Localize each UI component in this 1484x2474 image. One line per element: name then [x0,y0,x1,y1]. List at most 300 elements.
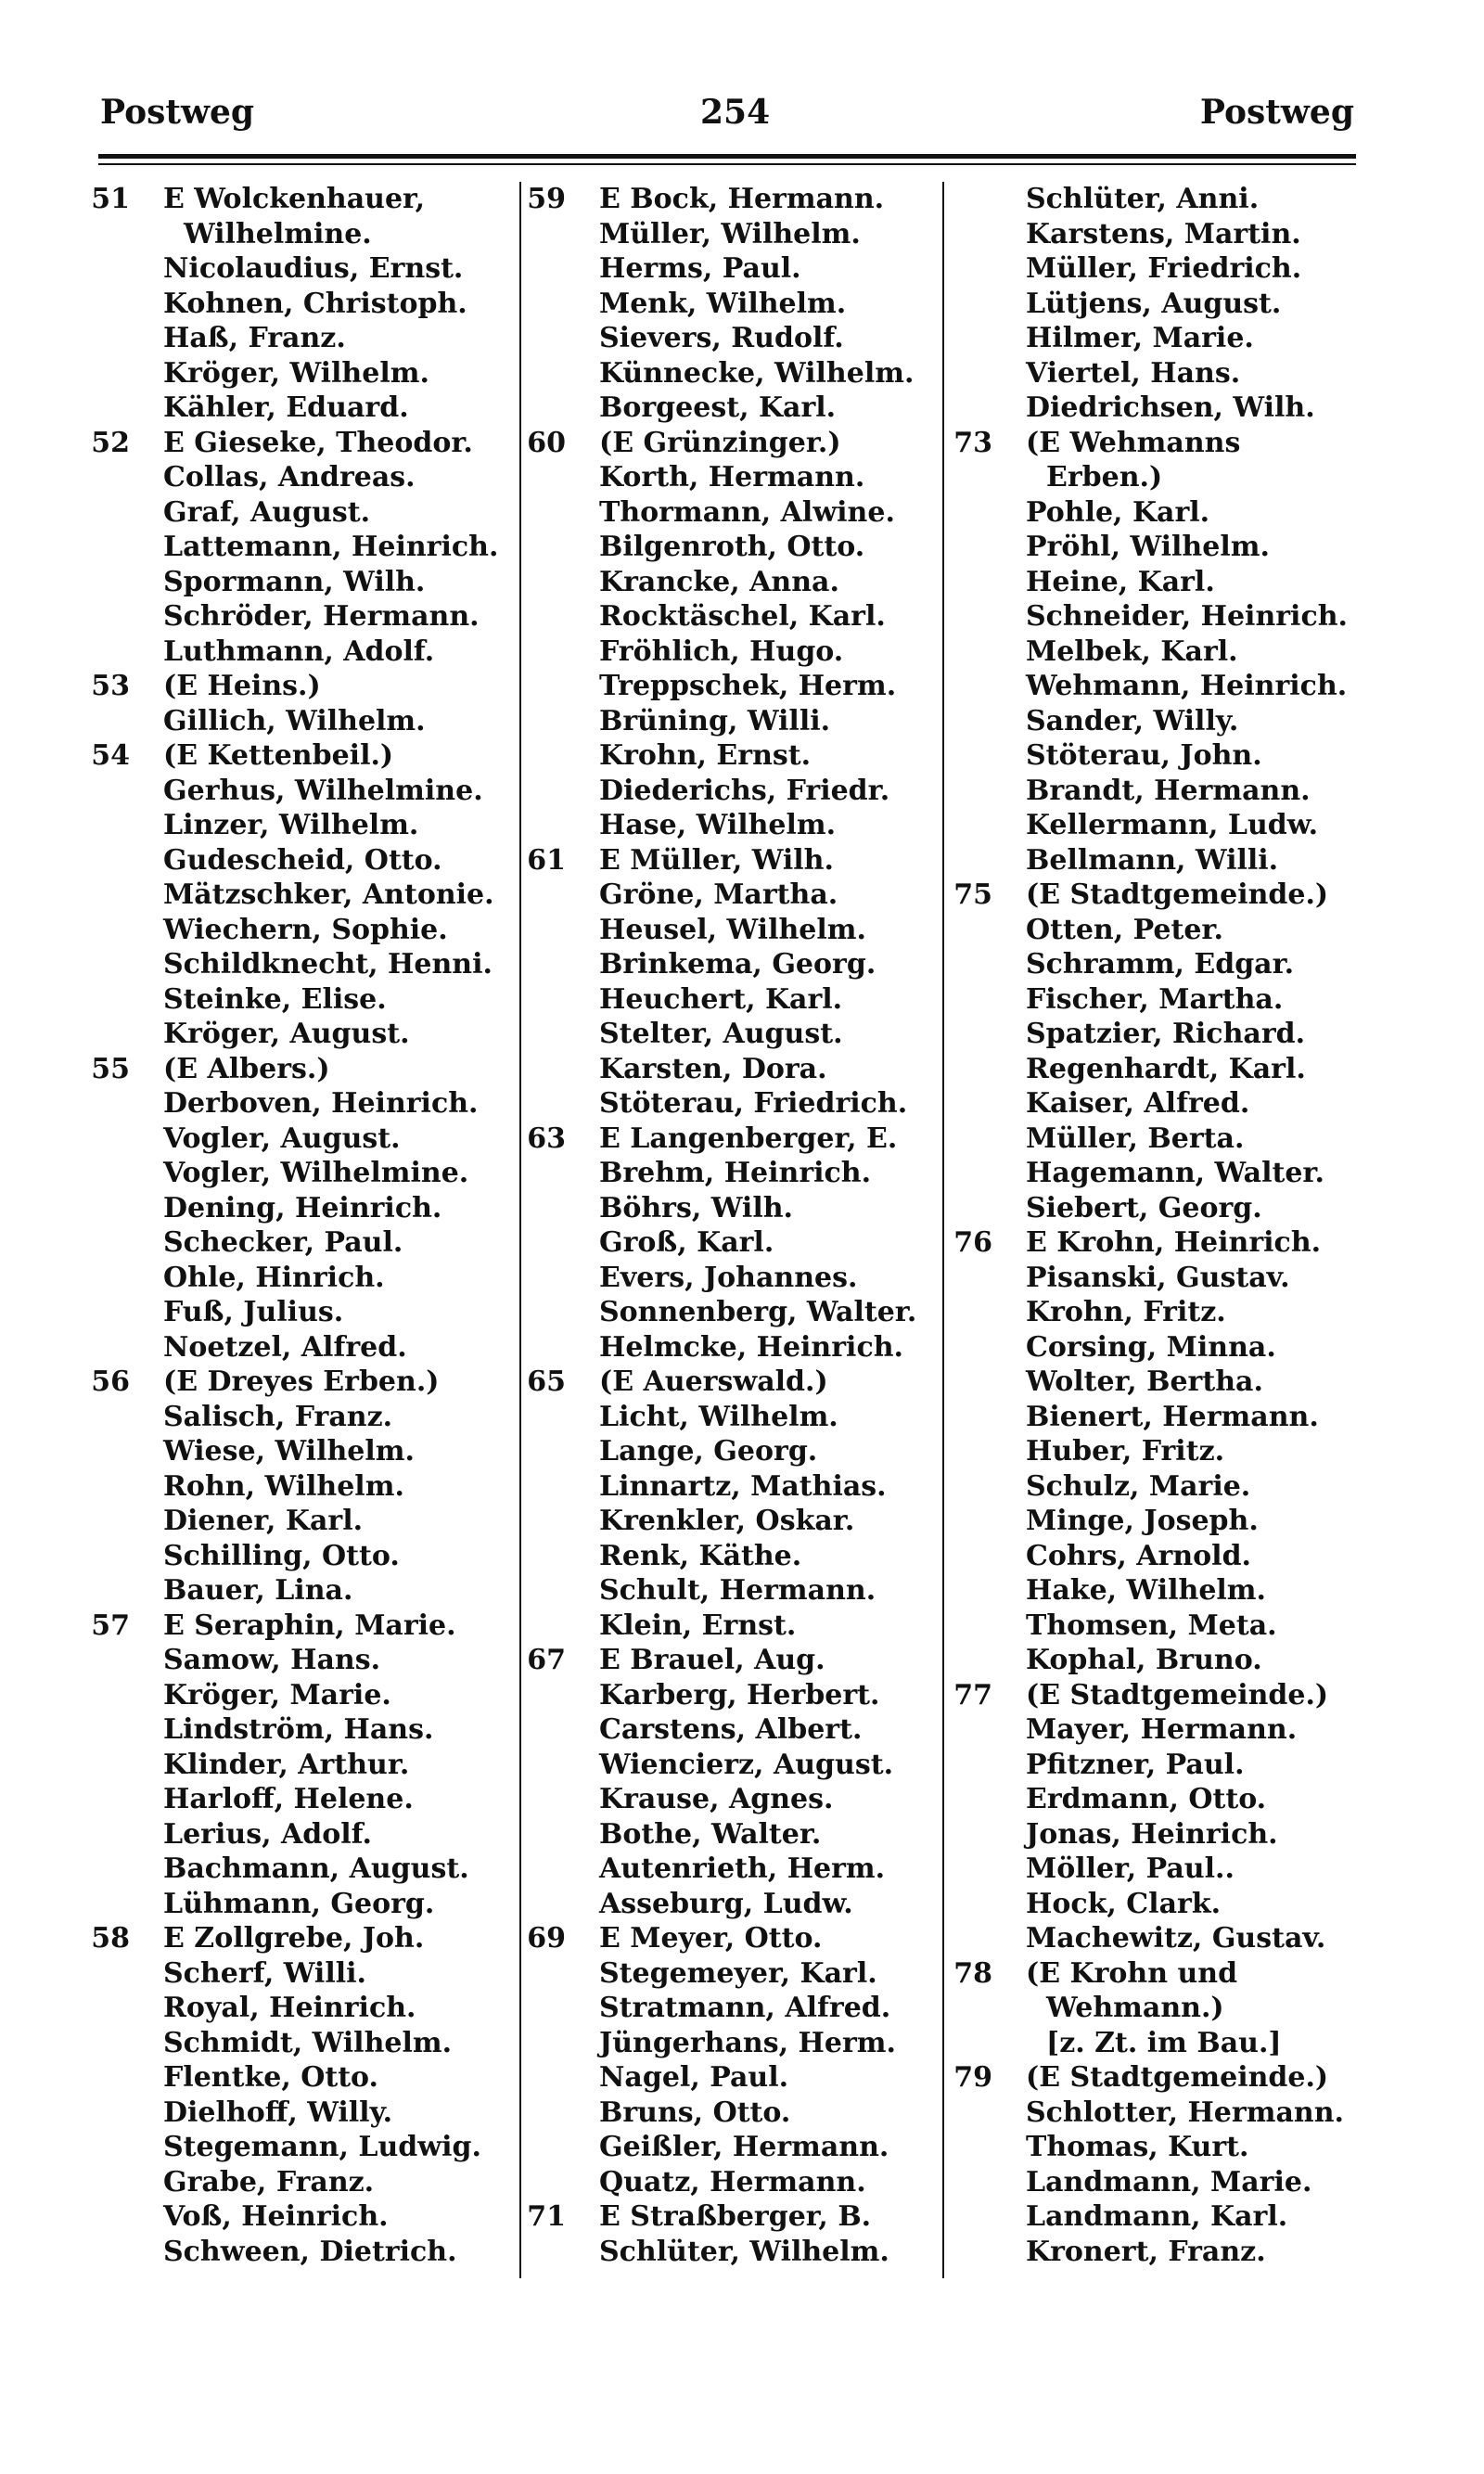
resident-name: E Straßberger, B. [599,2200,872,2233]
house-number: 51 [91,183,130,215]
resident-name: Schmidt, Wilhelm. [163,2026,453,2059]
directory-entry [83,2235,510,2270]
resident-name: Samow, Hans. [163,1644,381,1676]
directory-entry [83,635,510,670]
directory-entry [519,2199,937,2235]
directory-entry [946,321,1382,356]
resident-name: Krohn, Ernst. [599,739,812,772]
resident-name: Stegemeyer, Karl. [599,1956,877,1990]
directory-entry [519,982,937,1018]
house-number: 76 [953,1226,992,1259]
resident-name: Jüngerhans, Herm. [599,2026,896,2059]
resident-name: Brinkema, Georg. [599,948,876,981]
resident-name: Mayer, Hermann. [1026,1713,1298,1746]
resident-name: Stöterau, Friedrich. [599,1087,908,1120]
resident-name: Schecker, Paul. [163,1226,403,1259]
directory-entry [83,391,510,426]
resident-name: Kronert, Franz. [1026,2235,1266,2268]
resident-name: E Meyer, Otto. [599,1922,823,1955]
house-number: 58 [91,1922,130,1955]
resident-name: Wolter, Bertha. [1026,1365,1263,1398]
resident-name: Dielhoff, Willy. [163,2096,393,2129]
resident-name: Gerhus, Wilhelmine. [163,774,483,807]
resident-name: Treppschek, Herm. [599,670,897,702]
resident-name: Klinder, Arthur. [163,1748,410,1781]
directory-entry [946,426,1382,461]
resident-name: (E Dreyes Erben.) [163,1365,440,1398]
resident-name: Linzer, Wilhelm. [163,809,419,841]
resident-name: Cohrs, Arnold. [1026,1539,1252,1572]
directory-entry [519,1261,937,1296]
directory-entry [83,287,510,322]
directory-entry [519,1712,937,1748]
resident-name: Pisanski, Gustav. [1026,1261,1290,1294]
resident-name: Heine, Karl. [1026,565,1215,598]
resident-name: Müller, Wilhelm. [599,217,861,250]
directory-entry [83,1609,510,1644]
resident-name: Derboven, Heinrich. [163,1087,479,1120]
resident-name: Kröger, Wilhelm. [163,356,429,390]
directory-entry [946,1434,1382,1469]
resident-name: Hilmer, Marie. [1026,322,1254,354]
directory-entry [946,1052,1382,1087]
directory-column-1 [83,182,510,2269]
resident-name: Klein, Ernst. [599,1609,797,1642]
resident-name: Pfitzner, Paul. [1026,1748,1245,1781]
directory-entry [519,1086,937,1122]
resident-name: Haß, Franz. [163,322,346,354]
directory-entry [519,1017,937,1052]
resident-name: Lerius, Adolf. [163,1817,372,1851]
directory-entry [83,1052,510,1087]
resident-name: Krohn, Fritz. [1026,1296,1226,1328]
resident-name: Ohle, Hinrich. [163,1261,385,1294]
resident-name: Carstens, Albert. [599,1713,863,1746]
resident-name: Wiese, Wilhelm. [163,1435,415,1468]
directory-entry [946,843,1382,878]
resident-name: Thomsen, Meta. [1026,1609,1277,1642]
directory-entry [519,1748,937,1783]
directory-entry [83,1643,510,1678]
resident-name: E Krohn, Heinrich. [1026,1226,1322,1259]
resident-name: Bellmann, Willi. [1026,843,1279,877]
directory-entry [946,599,1382,635]
directory-entry [83,982,510,1018]
directory-entry [519,2060,937,2096]
directory-entry [83,1748,510,1783]
resident-name: Flentke, Otto. [163,2061,378,2094]
directory-entry [83,1086,510,1122]
directory-entry [519,1191,937,1226]
resident-name: Landmann, Marie. [1026,2165,1312,2198]
resident-name: Evers, Johannes. [599,1261,858,1294]
directory-entry [519,426,937,461]
resident-name: Schulz, Marie. [1026,1469,1251,1503]
header-rule-thick [98,154,1356,159]
resident-name: E Langenberger, E. [599,1122,898,1155]
resident-name: Geißler, Hermann. [599,2131,889,2163]
directory-entry [946,217,1382,252]
resident-name: Gröne, Martha. [599,878,838,911]
resident-name: Spatzier, Richard. [1026,1018,1306,1050]
directory-entry [83,1400,510,1435]
directory-entry [946,1817,1382,1852]
resident-name: Müller, Berta. [1026,1122,1245,1155]
resident-name: E Gieseke, Theodor. [163,426,473,459]
directory-entry [946,1609,1382,1644]
house-number: 61 [527,843,566,877]
directory-entry [519,391,937,426]
resident-name: Schlotter, Hermann. [1026,2096,1344,2129]
resident-name: Wiencierz, August. [599,1748,894,1781]
directory-entry [946,2096,1382,2131]
directory-entry [519,1991,937,2026]
directory-entry [83,565,510,600]
resident-name: Nicolaudius, Ernst. [163,252,464,285]
resident-name: Brandt, Hermann. [1026,774,1311,807]
directory-entry [83,913,510,948]
resident-name: Erdmann, Otto. [1026,1783,1267,1815]
directory-entry [83,1678,510,1713]
resident-name: Hock, Clark. [1026,1887,1222,1920]
directory-entry [946,1678,1382,1713]
directory-entry [83,1782,510,1817]
resident-name: Vogler, August. [163,1122,401,1155]
resident-name: Thomas, Kurt. [1026,2131,1249,2163]
directory-entry [946,1086,1382,1122]
directory-entry [946,635,1382,670]
resident-name: Renk, Käthe. [599,1539,802,1572]
resident-name: Melbek, Karl. [1026,635,1238,668]
directory-entry [83,1330,510,1365]
resident-name: Heuchert, Karl. [599,982,843,1016]
directory-entry [83,426,510,461]
directory-entry [519,1122,937,1157]
directory-entry [946,1295,1382,1330]
house-number: 57 [91,1609,130,1642]
directory-entry [946,460,1382,495]
directory-entry [519,1365,937,1400]
house-number: 55 [91,1052,130,1085]
directory-entry [83,1225,510,1261]
resident-name: Karsten, Dora. [599,1052,827,1085]
resident-name: E Bock, Hermann. [599,183,885,215]
resident-name: Linnartz, Mathias. [599,1469,887,1503]
directory-entry [519,1469,937,1505]
resident-name: Schween, Dietrich. [163,2235,457,2268]
resident-name: Hagemann, Walter. [1026,1157,1324,1189]
resident-name: (E Kettenbeil.) [163,739,394,772]
resident-name: Bruns, Otto. [599,2096,791,2129]
house-number: 73 [953,426,992,459]
resident-name: Erben.) [1046,461,1163,494]
resident-name: Viertel, Hans. [1026,356,1241,390]
resident-name: Schlüter, Anni. [1026,183,1260,215]
directory-entry [519,1887,937,1922]
directory-entry [946,182,1382,217]
directory-column-3 [946,182,1382,2269]
resident-name: Herms, Paul. [599,252,801,285]
directory-entry [83,1365,510,1400]
column-divider-2 [942,182,944,2278]
directory-entry [946,1122,1382,1157]
directory-entry [519,2165,937,2200]
directory-entry [519,321,937,356]
resident-name: Wilhelmine. [184,217,372,250]
directory-entry [519,878,937,913]
house-number: 67 [527,1644,566,1676]
directory-entry [946,669,1382,704]
resident-name: Müller, Friedrich. [1026,252,1302,285]
directory-entry [83,1991,510,2026]
resident-name: Kröger, Marie. [163,1678,391,1711]
page-number: 254 [700,93,771,132]
directory-entry [519,635,937,670]
directory-entry [946,1921,1382,1956]
directory-entry [83,2199,510,2235]
directory-entry [83,1261,510,1296]
directory-entry [519,1052,937,1087]
directory-entry [83,878,510,913]
resident-name: Lindström, Hans. [163,1713,434,1746]
resident-name: Graf, August. [163,495,371,529]
directory-entry [519,1678,937,1713]
resident-name: Böhrs, Wilh. [599,1191,793,1224]
resident-name: Landmann, Karl. [1026,2200,1288,2233]
directory-entry [946,1643,1382,1678]
directory-entry [946,1573,1382,1609]
directory-entry [519,774,937,809]
directory-entry [519,460,937,495]
house-number: 52 [91,426,130,459]
directory-entry [83,599,510,635]
resident-name: Wehmann.) [1046,1992,1224,2024]
directory-entry [946,1365,1382,1400]
resident-name: (E Krohn und [1026,1956,1238,1990]
resident-name: E Wolckenhauer, [163,183,426,215]
resident-name: (E Stadtgemeinde.) [1026,2061,1329,2094]
resident-name: Stratmann, Alfred. [599,1992,891,2024]
resident-name: Borgeest, Karl. [599,391,837,424]
resident-name: Fuß, Julius. [163,1296,344,1328]
directory-entry [946,530,1382,565]
resident-name: (E Stadtgemeinde.) [1026,1678,1329,1711]
directory-entry [519,287,937,322]
resident-name: Karstens, Martin. [1026,217,1301,250]
resident-name: Bienert, Hermann. [1026,1400,1319,1433]
directory-entry [83,1122,510,1157]
directory-entry [946,1539,1382,1574]
directory-entry [946,1156,1382,1191]
directory-entry [519,565,937,600]
directory-entry [83,460,510,495]
directory-entry [946,1017,1382,1052]
resident-name: (E Auerswald.) [599,1365,828,1398]
directory-entry [946,1887,1382,1922]
directory-entry [946,1956,1382,1992]
resident-name: Siebert, Georg. [1026,1191,1262,1224]
directory-entry [946,287,1382,322]
house-number: 79 [953,2061,992,2094]
resident-name: Vogler, Wilhelmine. [163,1157,469,1189]
resident-name: Spormann, Wilh. [163,565,426,598]
resident-name: Grabe, Franz. [163,2165,375,2198]
resident-name: Schildknecht, Henni. [163,948,493,981]
resident-name: Karberg, Herbert. [599,1678,880,1711]
directory-entry [519,1921,937,1956]
directory-entry [519,913,937,948]
directory-entry [519,495,937,531]
resident-name: Wiechern, Sophie. [163,913,448,946]
resident-name: Gudescheid, Otto. [163,843,442,877]
directory-entry [519,217,937,252]
directory-entry [519,1156,937,1191]
directory-entry [83,321,510,356]
resident-name: Huber, Fritz. [1026,1435,1225,1468]
resident-name: Sievers, Rudolf. [599,322,844,354]
resident-name: Lange, Georg. [599,1435,818,1468]
resident-name: Groß, Karl. [599,1226,774,1259]
header-street-left: Postweg [100,93,255,132]
directory-entry [83,738,510,774]
resident-name: Pröhl, Wilhelm. [1026,531,1270,563]
resident-name: Pohle, Karl. [1026,495,1210,529]
resident-name: E Brauel, Aug. [599,1644,825,1676]
resident-name: Harloff, Helene. [163,1783,414,1815]
directory-entry [519,1852,937,1887]
resident-name: E Müller, Wilh. [599,843,834,877]
resident-name: Diener, Karl. [163,1505,364,1537]
house-number: 65 [527,1365,566,1398]
resident-name: Schneider, Heinrich. [1026,600,1348,633]
house-number: 56 [91,1365,130,1398]
house-number: 71 [527,2200,566,2233]
resident-name: Wehmann, Heinrich. [1026,670,1348,702]
resident-name: Quatz, Hermann. [599,2165,866,2198]
directory-entry [83,1156,510,1191]
resident-name: Kaiser, Alfred. [1026,1087,1250,1120]
directory-entry [946,738,1382,774]
directory-entry [83,217,510,252]
house-number: 75 [953,878,992,911]
resident-name: Kellermann, Ludw. [1026,809,1319,841]
directory-entry [519,1434,937,1469]
directory-entry [83,1191,510,1226]
resident-name: Luthmann, Adolf. [163,635,435,668]
directory-entry [83,1504,510,1539]
resident-name: Krancke, Anna. [599,565,839,598]
directory-entry [946,2165,1382,2200]
house-number: 60 [527,426,566,459]
directory-entry [83,2026,510,2061]
resident-name: Brüning, Willi. [599,704,831,737]
resident-name: Regenhardt, Karl. [1026,1052,1306,1085]
resident-name: [z. Zt. im Bau.] [1046,2026,1282,2059]
page-header [0,93,1484,148]
directory-entry [83,251,510,287]
resident-name: Möller, Paul.. [1026,1852,1235,1885]
directory-entry [83,2060,510,2096]
directory-entry [946,1504,1382,1539]
resident-name: Collas, Andreas. [163,461,416,494]
resident-name: Schult, Hermann. [599,1574,876,1607]
resident-name: Thormann, Alwine. [599,495,895,529]
resident-name: Bauer, Lina. [163,1574,353,1607]
directory-entry [519,1643,937,1678]
directory-entry [83,182,510,217]
directory-entry [946,251,1382,287]
header-street-right: Postweg [1199,93,1354,132]
resident-name: Menk, Wilhelm. [599,287,847,320]
directory-entry [83,1852,510,1887]
directory-entry [946,704,1382,739]
directory-entry [946,1225,1382,1261]
directory-entry [946,1400,1382,1435]
resident-name: Corsing, Minna. [1026,1330,1276,1364]
directory-entry [83,495,510,531]
directory-entry [519,599,937,635]
resident-name: Voß, Heinrich. [163,2200,389,2233]
directory-entry [519,947,937,982]
resident-name: Hake, Wilhelm. [1026,1574,1266,1607]
resident-name: (E Stadtgemeinde.) [1026,878,1329,911]
resident-name: Bothe, Walter. [599,1817,822,1851]
directory-entry [519,843,937,878]
resident-name: Rohn, Wilhelm. [163,1469,404,1503]
directory-entry [946,565,1382,600]
directory-entry [83,1017,510,1052]
resident-name: Nagel, Paul. [599,2061,789,2094]
resident-name: Hase, Wilhelm. [599,809,837,841]
directory-entry [946,774,1382,809]
directory-entry [519,808,937,843]
directory-entry [946,808,1382,843]
resident-name: (E Heins.) [163,670,321,702]
directory-entry [83,704,510,739]
resident-name: Bilgenroth, Otto. [599,531,865,563]
directory-entry [83,2165,510,2200]
directory-entry [519,1609,937,1644]
directory-entry [83,530,510,565]
house-number: 77 [953,1678,992,1711]
directory-entry [83,1573,510,1609]
resident-name: Kröger, August. [163,1018,410,1050]
directory-entry [946,495,1382,531]
resident-name: Kohnen, Christoph. [163,287,467,320]
resident-name: Jonas, Heinrich. [1026,1817,1278,1851]
directory-entry [946,1712,1382,1748]
directory-entry [946,1852,1382,1887]
directory-entry [946,356,1382,391]
house-number: 59 [527,183,566,215]
directory-column-2 [519,182,937,2269]
directory-entry [83,1712,510,1748]
resident-name: Mätzschker, Antonie. [163,878,494,911]
directory-entry [946,2199,1382,2235]
directory-entry [519,2026,937,2061]
resident-name: Stegemann, Ludwig. [163,2131,481,2163]
directory-entry [83,669,510,704]
resident-name: Diedrichsen, Wilh. [1026,391,1315,424]
header-rule-thin [98,163,1356,165]
directory-entry [83,2130,510,2165]
resident-name: (E Albers.) [163,1052,330,1085]
directory-entry [519,1782,937,1817]
resident-name: Kähler, Eduard. [163,391,409,424]
resident-name: Schlüter, Wilhelm. [599,2235,889,2268]
directory-entry [946,391,1382,426]
resident-name: Stöterau, John. [1026,739,1262,772]
